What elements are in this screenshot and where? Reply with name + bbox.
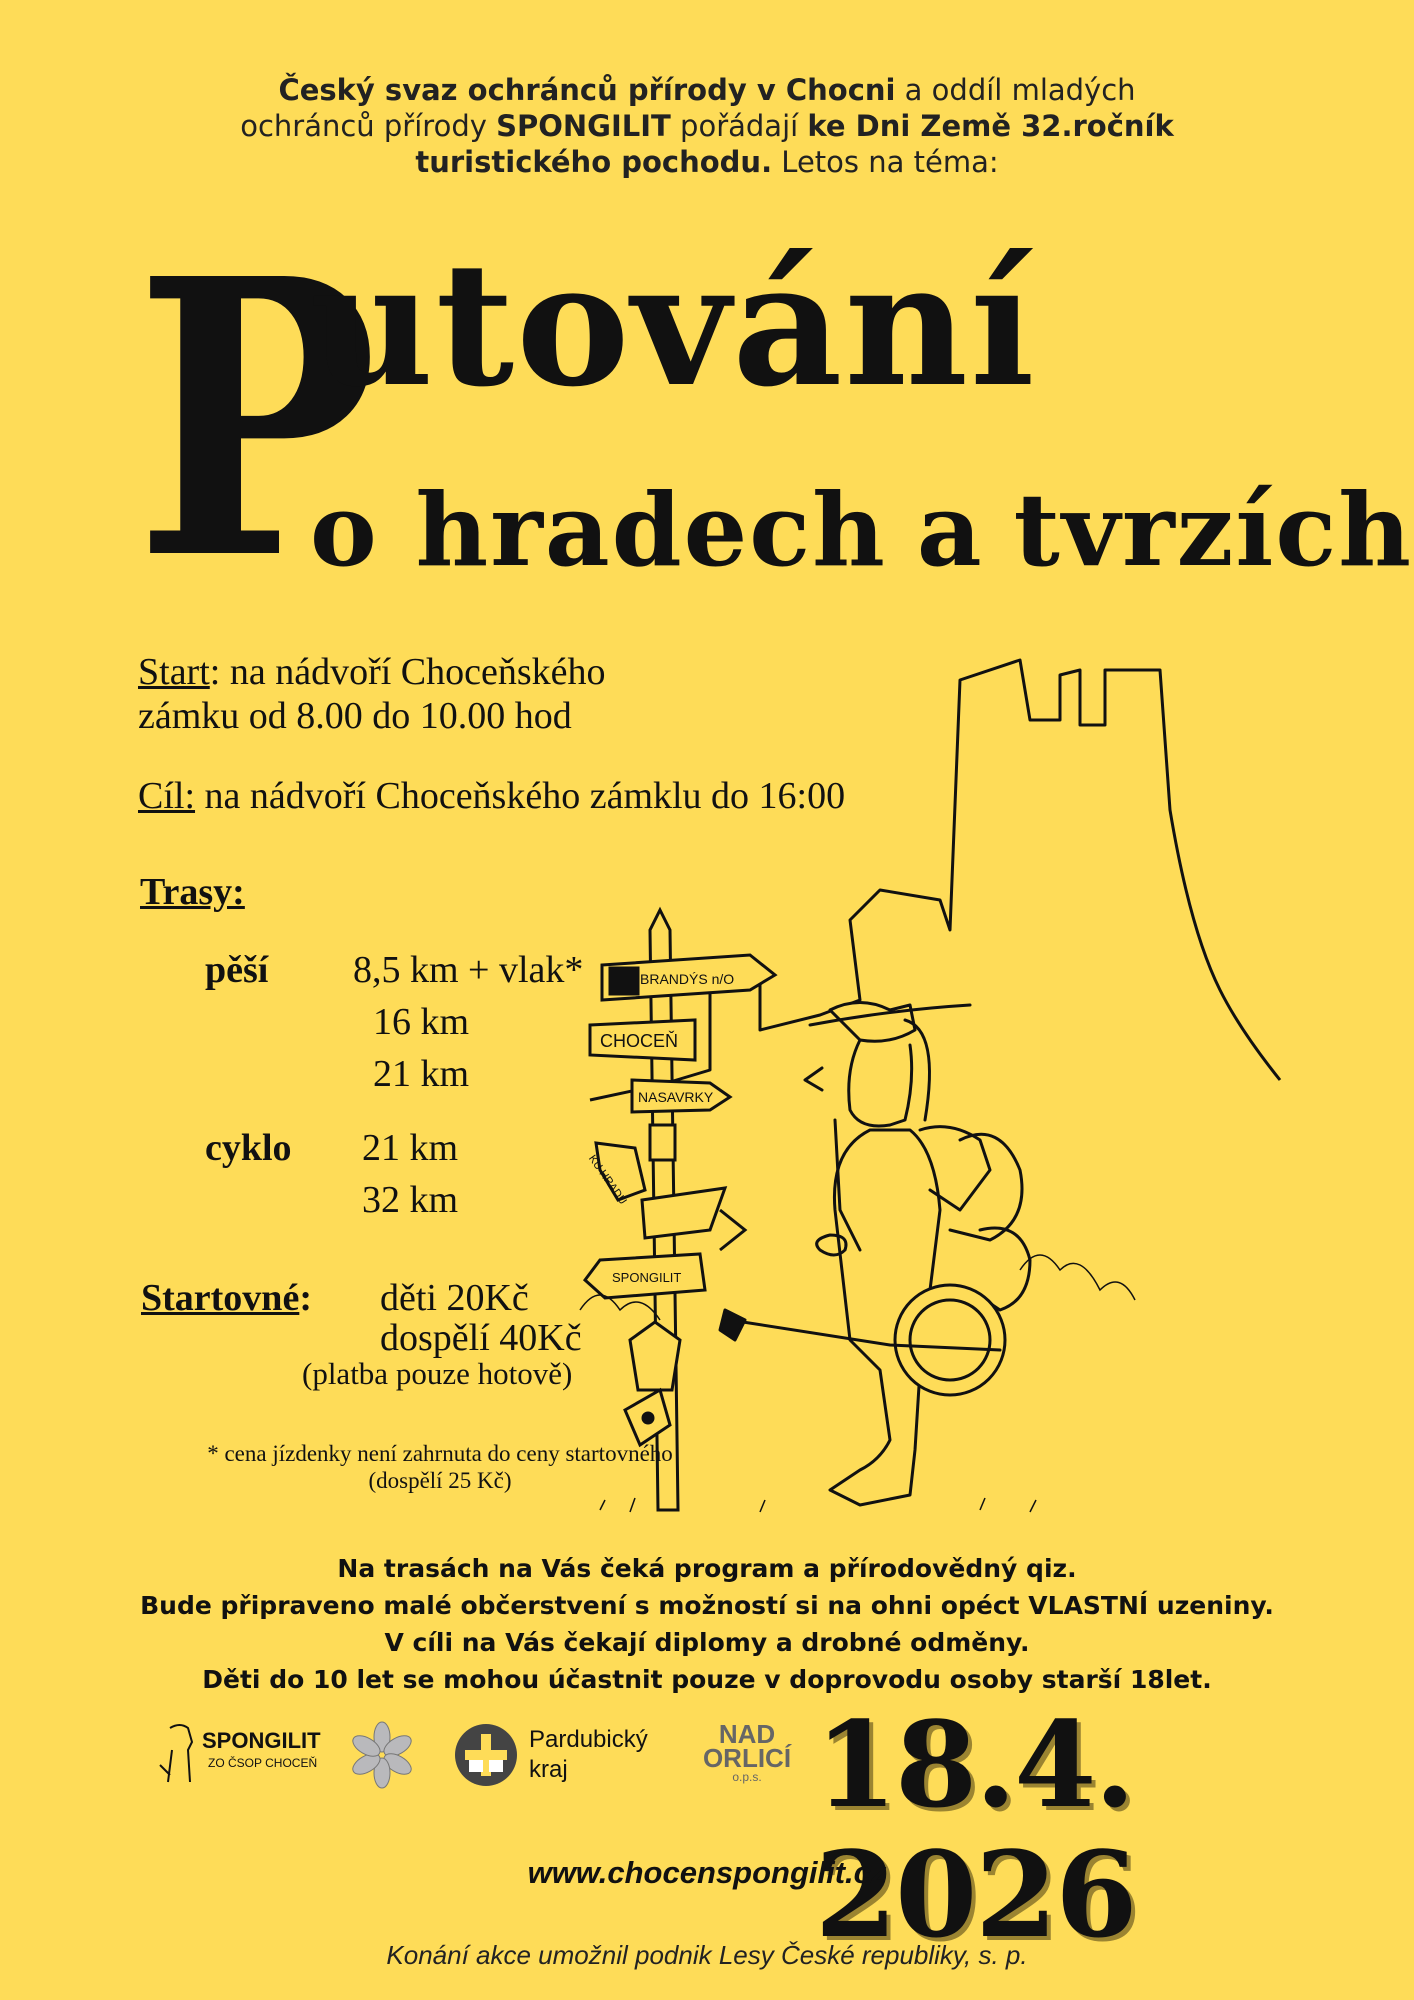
- intro-line-1: Český svaz ochránců přírody v Chocni a oddíl mladých: [278, 73, 1136, 107]
- logo-pardubicky-kraj: Pardubický kraj: [453, 1722, 673, 1792]
- flower-icon: [345, 1718, 420, 1793]
- finish-text: na nádvoří Choceňského zámklu do 16:00: [195, 775, 846, 817]
- program-line-1: Na trasách na Vás čeká program a přírodovědný qiz.: [337, 1554, 1077, 1583]
- logo-csop: [345, 1718, 420, 1798]
- program-line-2: Bude připraveno malé občerstvení s možností si na ohni opéct VLASTNÍ uzeniny.: [140, 1591, 1274, 1620]
- route-walk-3: 21 km: [373, 1053, 470, 1095]
- sign-nasavrky: NASAVRKY: [638, 1089, 714, 1105]
- intro-line-3: turistického pochodu. Letos na téma:: [415, 145, 999, 179]
- start-place: na nádvoří Choceňského: [220, 651, 606, 693]
- sign-ku-hradu: KU HRADU: [585, 1152, 629, 1207]
- sign-spongilit: SPONGILIT: [612, 1270, 682, 1285]
- illustration: [560, 650, 1320, 1550]
- finish-label: Cíl:: [138, 775, 196, 817]
- website-link[interactable]: www.chocenspongilit.cz: [527, 1855, 887, 1890]
- title-line-2: [310, 470, 1413, 590]
- program-info: [40, 1550, 1374, 1698]
- title-line-1: utování: [310, 225, 1037, 425]
- sponsor-note: Konání akce umožnil podnik Lesy České republiky, s. p.: [386, 1940, 1028, 1970]
- program-line-3: V cíli na Vás čekají diplomy a drobné odměny.: [384, 1628, 1030, 1657]
- start-time: zámku od 8.00 do 10.00 hod: [138, 695, 572, 737]
- sign-brandys: BRANDÝS n/O: [640, 971, 735, 987]
- event-date: 18.4. 2026: [815, 1695, 1136, 1964]
- start-label: Start: [138, 651, 210, 693]
- logo-spongilit: SPONGILIT ZO ČSOP CHOCEŇ: [150, 1720, 330, 1790]
- routes-heading: Trasy:: [140, 871, 245, 913]
- start-info: Start: na nádvoří Choceňského zámku od 8.00 do 10.00 hod: [138, 651, 606, 737]
- spongilit-figure-icon: [150, 1720, 210, 1790]
- ticket-note: * cena jízdenky není zahrnuta do ceny startovného (dospělí 25 Kč): [207, 1441, 673, 1493]
- fee-payment: (platba pouze hotově): [302, 1356, 573, 1391]
- title-word-hradech: o hradech: [310, 471, 887, 589]
- signpost: [585, 910, 775, 1510]
- fee-children: děti 20Kč: [380, 1277, 529, 1319]
- route-bike-label: cyklo: [205, 1127, 292, 1169]
- fee-adults: dospělí 40Kč: [380, 1317, 582, 1359]
- fee-label: Startovné:: [141, 1277, 312, 1319]
- route-bike-2: 32 km: [362, 1179, 459, 1221]
- program-line-4: Děti do 10 let se mohou účastnit pouze v doprovodu osoby starší 18let.: [202, 1665, 1212, 1694]
- title-word-tvrzich: tvrzích: [1013, 471, 1413, 589]
- title-initial: P: [135, 196, 378, 643]
- title-word-a: a: [916, 471, 984, 589]
- route-walk-1: 8,5 km + vlak*: [353, 949, 584, 991]
- route-bike-1: 21 km: [362, 1127, 459, 1169]
- hiker: [720, 1003, 1030, 1506]
- route-walk-2: 16 km: [373, 1001, 470, 1043]
- kraj-emblem-icon: [453, 1722, 519, 1788]
- intro-text: [150, 72, 1264, 180]
- logo-nad-orlici: NAD ORLICÍ o.p.s.: [702, 1719, 792, 1784]
- intro-line-2: ochránců přírody SPONGILIT pořádají ke Dni Země 32.ročník: [240, 109, 1174, 143]
- route-walk-label: pěší: [205, 949, 269, 991]
- sign-chocen: CHOCEŇ: [600, 1031, 679, 1051]
